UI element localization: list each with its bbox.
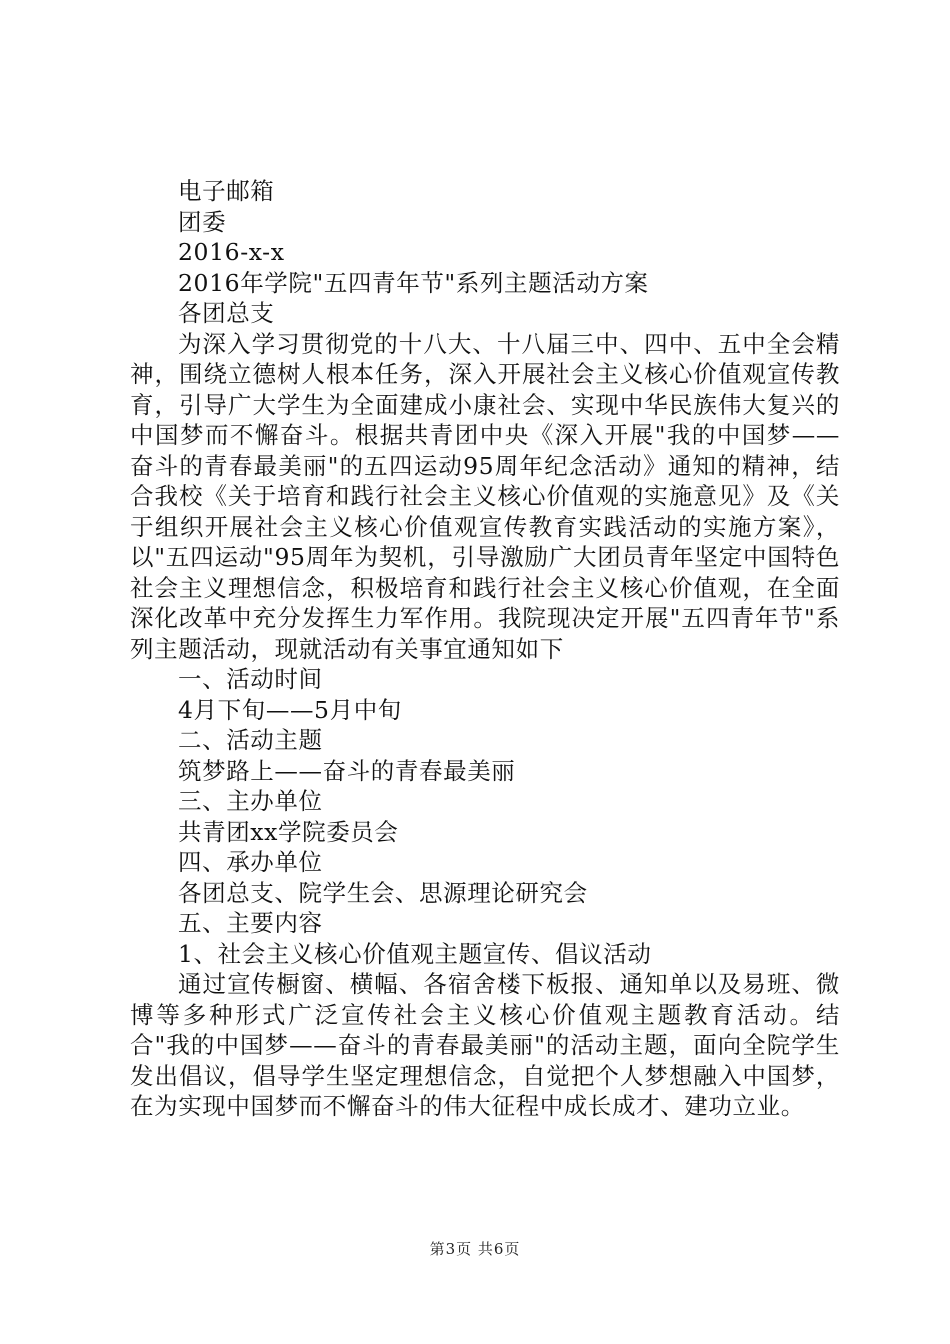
recipient-line: 各团总支 xyxy=(178,299,275,327)
section-heading-theme: 二、活动主题 xyxy=(178,726,323,754)
email-line: 电子邮箱 xyxy=(178,177,275,205)
page-number-footer: 第3页 共6页 xyxy=(429,1240,521,1258)
section-body-theme: 筑梦路上——奋斗的青春最美丽 xyxy=(178,756,516,785)
section-heading-organizer: 四、承办单位 xyxy=(178,848,323,876)
section-body-organizer: 各团总支、院学生会、思源理论研究会 xyxy=(178,878,588,907)
section-body-content: 1、社会主义核心价值观主题宣传、倡议活动 xyxy=(178,939,652,968)
document-body xyxy=(130,176,840,1122)
section-heading-content: 五、主要内容 xyxy=(178,909,323,937)
section-heading-time: 一、活动时间 xyxy=(178,665,323,693)
intro-paragraph: 为深入学习贯彻党的十八大、十八届三中、四中、五中全会精神，围绕立德树人根本任务，深入开展社会主义核心价值观宣传教育，引导广大学生为全面建成小康社会、实现中华民族伟大复兴的中国梦而不懈奋斗。根据共青团中央《深入开展"我的中国梦——奋斗的青春最美丽"的五四运动95周年纪念活动》通知的精神，结合我校《关于培育和践行社会主义核心价值观的实施意见》及《关于组织开展社会主义核心价值观宣传教育实践活动的实施方案》，以"五四运动"95周年为契机，引导激励广大团员青年坚定中国特色社会主义理想信念，积极培育和践行社会主义核心价值观，在全面深化改革中充分发挥生力军作用。我院现决定开展"五四青年节"系列主题活动，现就活动有关事宜通知如下 xyxy=(130,329,840,663)
section-body-host: 共青团xx学院委员会 xyxy=(178,817,399,846)
date-line: 2016-x-x xyxy=(178,238,285,266)
section-body-time: 4月下旬——5月中旬 xyxy=(178,695,402,724)
org-line: 团委 xyxy=(178,207,227,236)
document-title: 2016年学院"五四青年节"系列主题活动方案 xyxy=(178,268,649,297)
content-paragraph: 通过宣传橱窗、横幅、各宿舍楼下板报、通知单以及易班、微博等多种形式广泛宣传社会主义核心价值观主题教育活动。结合"我的中国梦——奋斗的青春最美丽"的活动主题，面向全院学生发出倡议，倡导学生坚定理想信念，自觉把个人梦想融入中国梦，在为实现中国梦而不懈奋斗的伟大征程中成长成才、建功立业。 xyxy=(130,970,840,1120)
section-heading-host: 三、主办单位 xyxy=(178,787,323,815)
